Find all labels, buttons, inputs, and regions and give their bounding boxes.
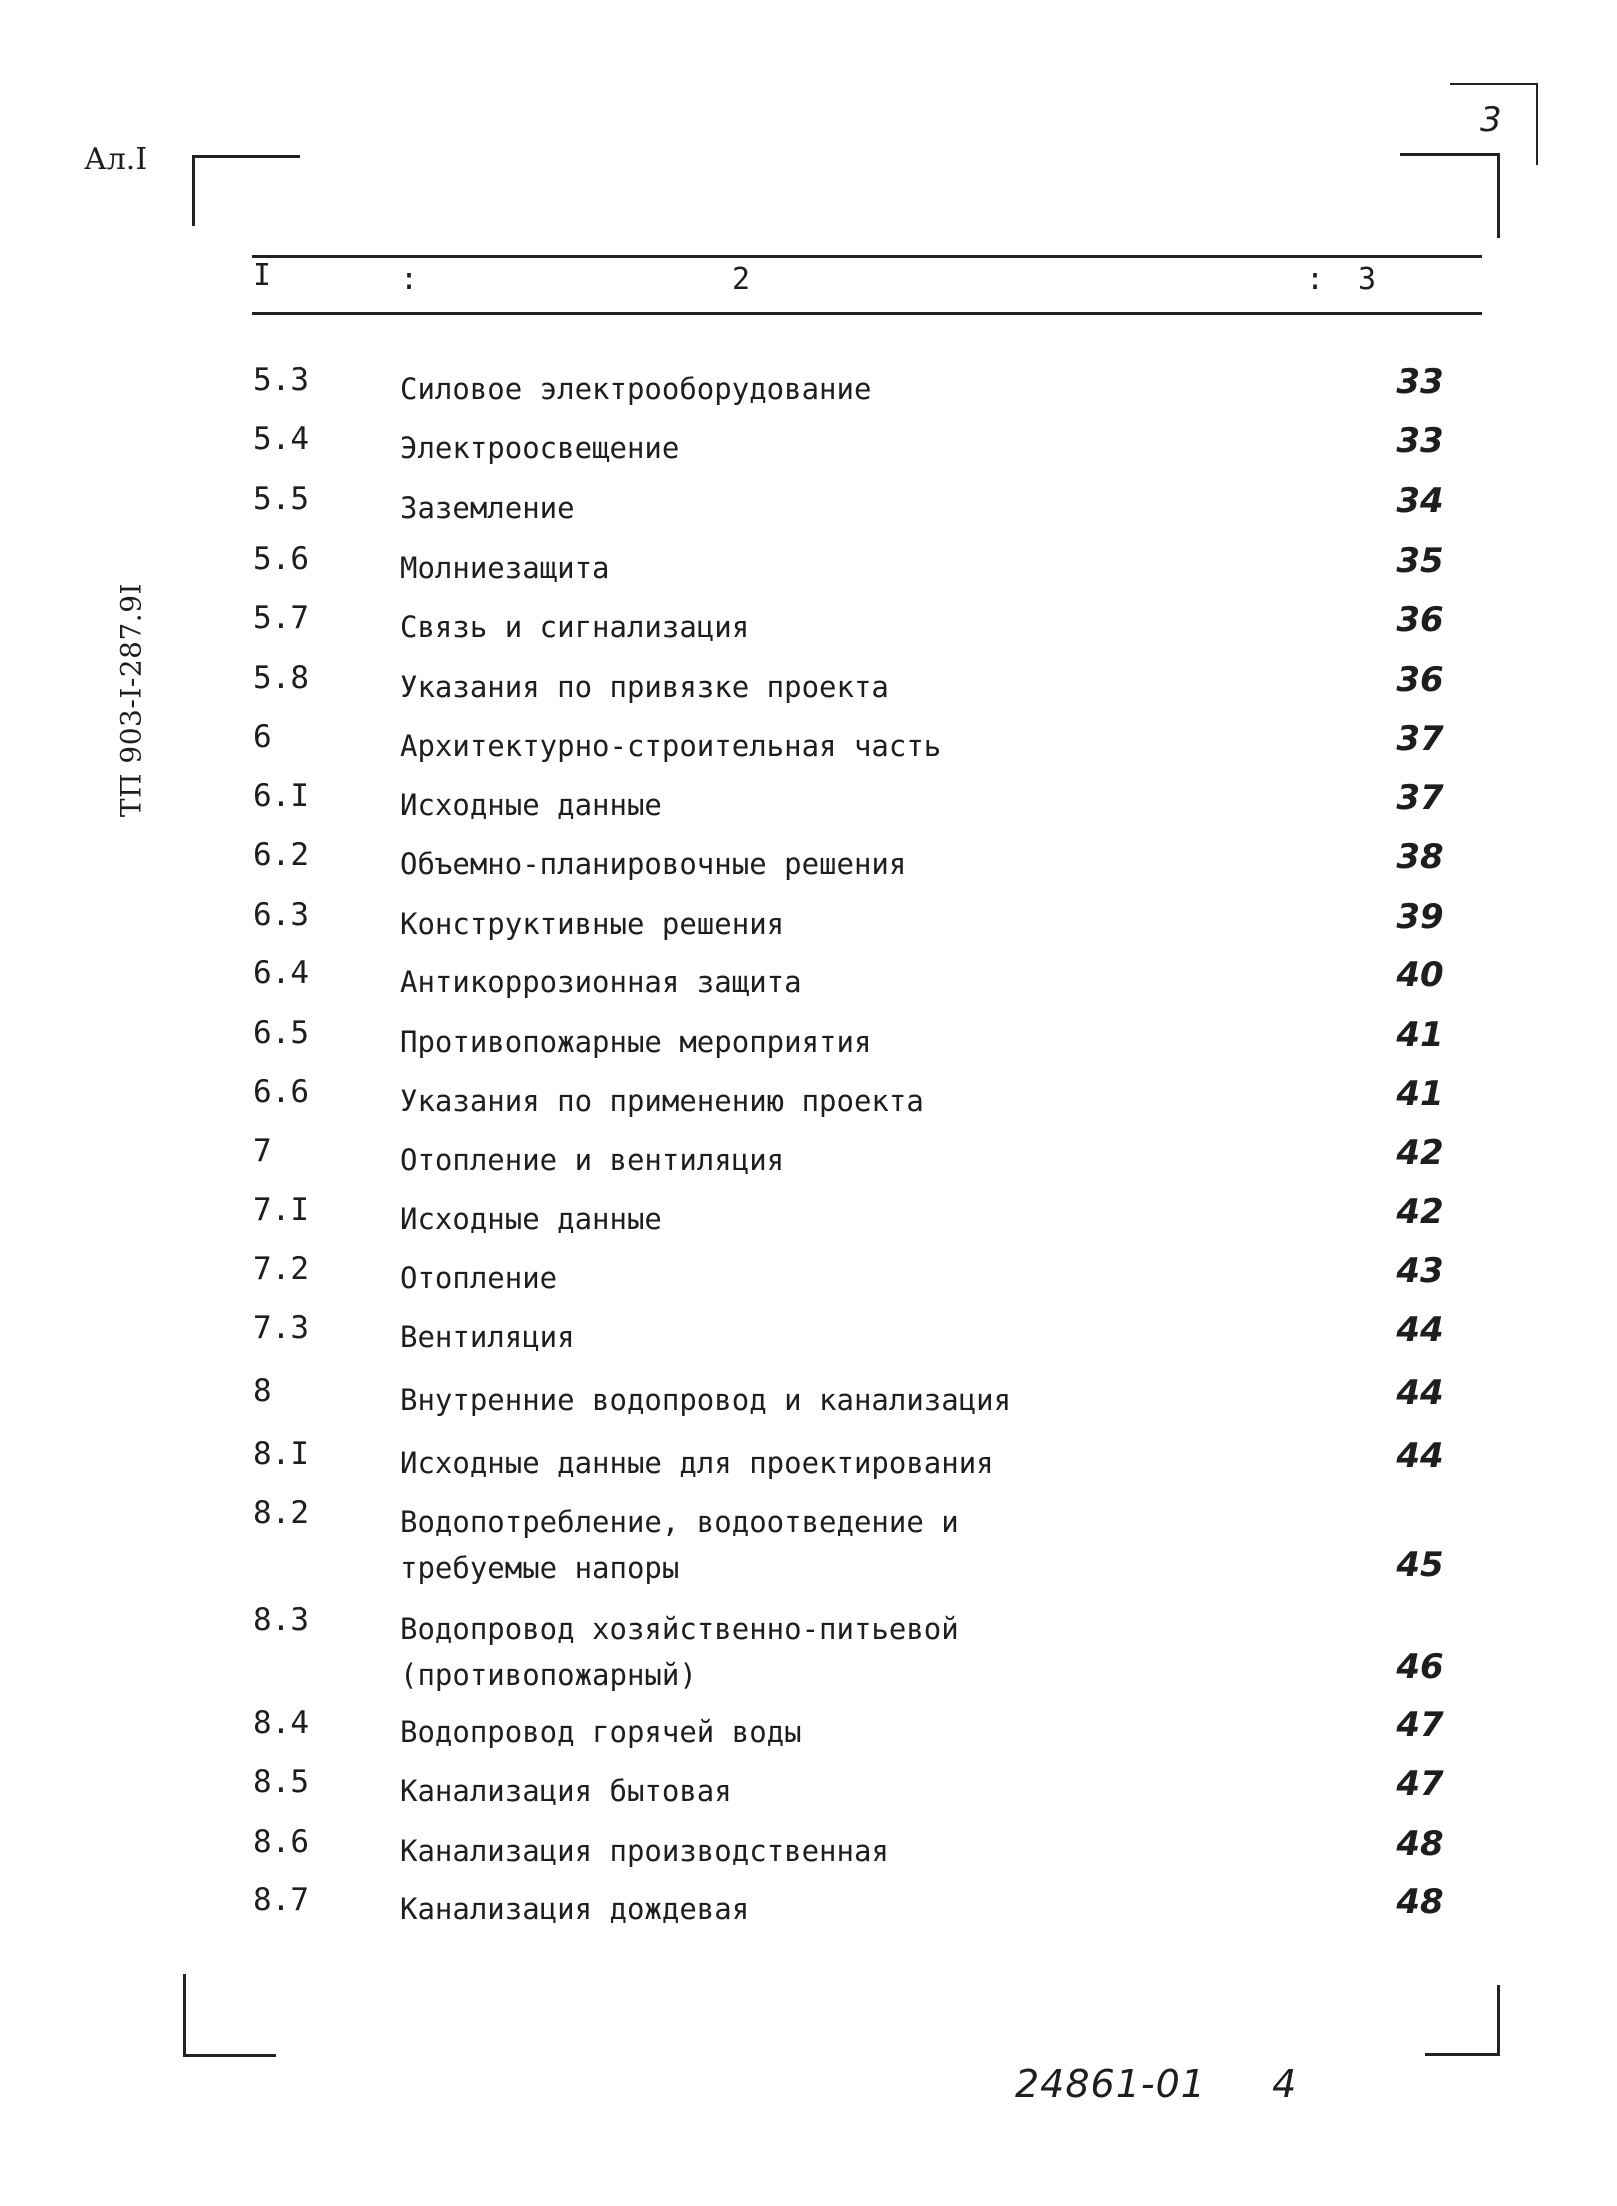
sheet-number: 3	[1480, 100, 1502, 140]
toc-page: 48	[1396, 1882, 1444, 1922]
toc-page: 41	[1396, 1015, 1444, 1055]
header-rule-top	[252, 255, 1482, 258]
toc-title: Силовое электрооборудование	[400, 372, 872, 406]
toc-page: 42	[1396, 1192, 1444, 1232]
toc-page: 38	[1396, 837, 1444, 877]
toc-title: Архитектурно-строительная часть	[400, 729, 942, 763]
toc-num: 7.I	[253, 1192, 309, 1228]
toc-title: Молниезащита	[400, 551, 610, 585]
toc-page: 44	[1396, 1373, 1444, 1413]
toc-page: 36	[1396, 600, 1444, 640]
toc-title: Объемно-планировочные решения	[400, 847, 907, 881]
side-document-code: ТП 903-I-287.9I	[114, 582, 148, 818]
toc-title: Противопожарные мероприятия	[400, 1025, 872, 1059]
toc-num: 8.7	[253, 1882, 309, 1918]
toc-num: 8.5	[253, 1764, 309, 1800]
toc-num: 6	[253, 719, 272, 755]
toc-page: 35	[1396, 541, 1444, 581]
toc-page: 43	[1396, 1251, 1444, 1291]
toc-page: 41	[1396, 1074, 1444, 1114]
toc-title: Канализация производственная	[400, 1834, 889, 1868]
toc-page: 46	[1396, 1647, 1444, 1687]
toc-page: 42	[1396, 1133, 1444, 1173]
toc-page: 44	[1396, 1310, 1444, 1350]
toc-num: 7.2	[253, 1251, 309, 1287]
toc-page: 47	[1396, 1764, 1444, 1804]
header-col1: I	[253, 258, 272, 293]
corner-bracket-top-right	[1400, 153, 1500, 238]
toc-title: Исходные данные для проектирования	[400, 1446, 994, 1480]
toc-num: 8	[253, 1373, 272, 1409]
toc-num: 5.6	[253, 541, 309, 577]
toc-page: 48	[1396, 1824, 1444, 1864]
toc-num: 6.5	[253, 1015, 309, 1051]
toc-title: Исходные данные	[400, 1202, 662, 1236]
document-number	[1015, 2062, 1297, 2106]
toc-title: Конструктивные решения	[400, 907, 785, 941]
header-col2: 2	[732, 262, 751, 297]
toc-title: Указания по применению проекта	[400, 1084, 924, 1118]
document-number-code: 24861-01	[1015, 2062, 1206, 2106]
toc-num: 6.3	[253, 897, 309, 933]
toc-page: 47	[1396, 1705, 1444, 1745]
toc-num: 7.3	[253, 1310, 309, 1346]
toc-num: 8.6	[253, 1824, 309, 1860]
toc-title: Вентиляция	[400, 1320, 575, 1354]
corner-bracket-top-left	[192, 155, 300, 226]
header-sep2: :	[1306, 262, 1325, 297]
toc-num: 8.4	[253, 1705, 309, 1741]
toc-title: Канализация бытовая	[400, 1774, 732, 1808]
toc-num: 6.4	[253, 955, 309, 991]
toc-num: 6.6	[253, 1074, 309, 1110]
toc-num: 5.4	[253, 421, 309, 457]
toc-page: 44	[1396, 1436, 1444, 1476]
toc-title: Отопление	[400, 1261, 558, 1295]
toc-title: Водопровод горячей воды	[400, 1715, 802, 1749]
toc-title: Внутренние водопровод и канализация	[400, 1383, 1012, 1417]
toc-title: Антикоррозионная защита	[400, 965, 802, 999]
document-page: 4	[1272, 2062, 1298, 2106]
toc-num: 8.3	[253, 1602, 309, 1638]
toc-num: 6.I	[253, 778, 309, 814]
toc-page: 33	[1396, 362, 1444, 402]
toc-page: 45	[1396, 1545, 1444, 1585]
toc-num: 5.3	[253, 362, 309, 398]
toc-page: 33	[1396, 421, 1444, 461]
header-sep1: :	[400, 262, 419, 297]
toc-title: Водопровод хозяйственно-питьевой (противопожарный)	[400, 1612, 959, 1692]
toc-page: 36	[1396, 660, 1444, 700]
toc-title: Отопление и вентиляция	[400, 1143, 785, 1177]
toc-num: 8.I	[253, 1436, 309, 1472]
toc-page: 39	[1396, 897, 1444, 937]
album-label: Ал.I	[84, 142, 148, 177]
toc-num: 6.2	[253, 837, 309, 873]
header-rule-bottom	[252, 312, 1482, 315]
toc-page: 37	[1396, 778, 1444, 818]
toc-title: Связь и сигнализация	[400, 610, 750, 644]
toc-num: 5.7	[253, 600, 309, 636]
toc-page: 34	[1396, 481, 1444, 521]
toc-title: Указания по привязке проекта	[400, 670, 889, 704]
toc-page: 40	[1396, 955, 1444, 995]
toc-num: 5.5	[253, 481, 309, 517]
toc-title: Водопотребление, водоотведение и требуемые напоры	[400, 1505, 959, 1585]
toc-num: 8.2	[253, 1495, 309, 1531]
toc-title: Заземление	[400, 491, 575, 525]
toc-title: Канализация дождевая	[400, 1892, 750, 1926]
corner-bracket-bottom-left	[183, 1974, 276, 2057]
corner-bracket-bottom-right	[1425, 1985, 1500, 2056]
toc-num: 5.8	[253, 660, 309, 696]
header-col3: 3	[1358, 262, 1377, 297]
toc-num: 7	[253, 1133, 272, 1169]
toc-page: 37	[1396, 719, 1444, 759]
toc-title: Исходные данные	[400, 788, 662, 822]
toc-title: Электроосвещение	[400, 431, 680, 465]
